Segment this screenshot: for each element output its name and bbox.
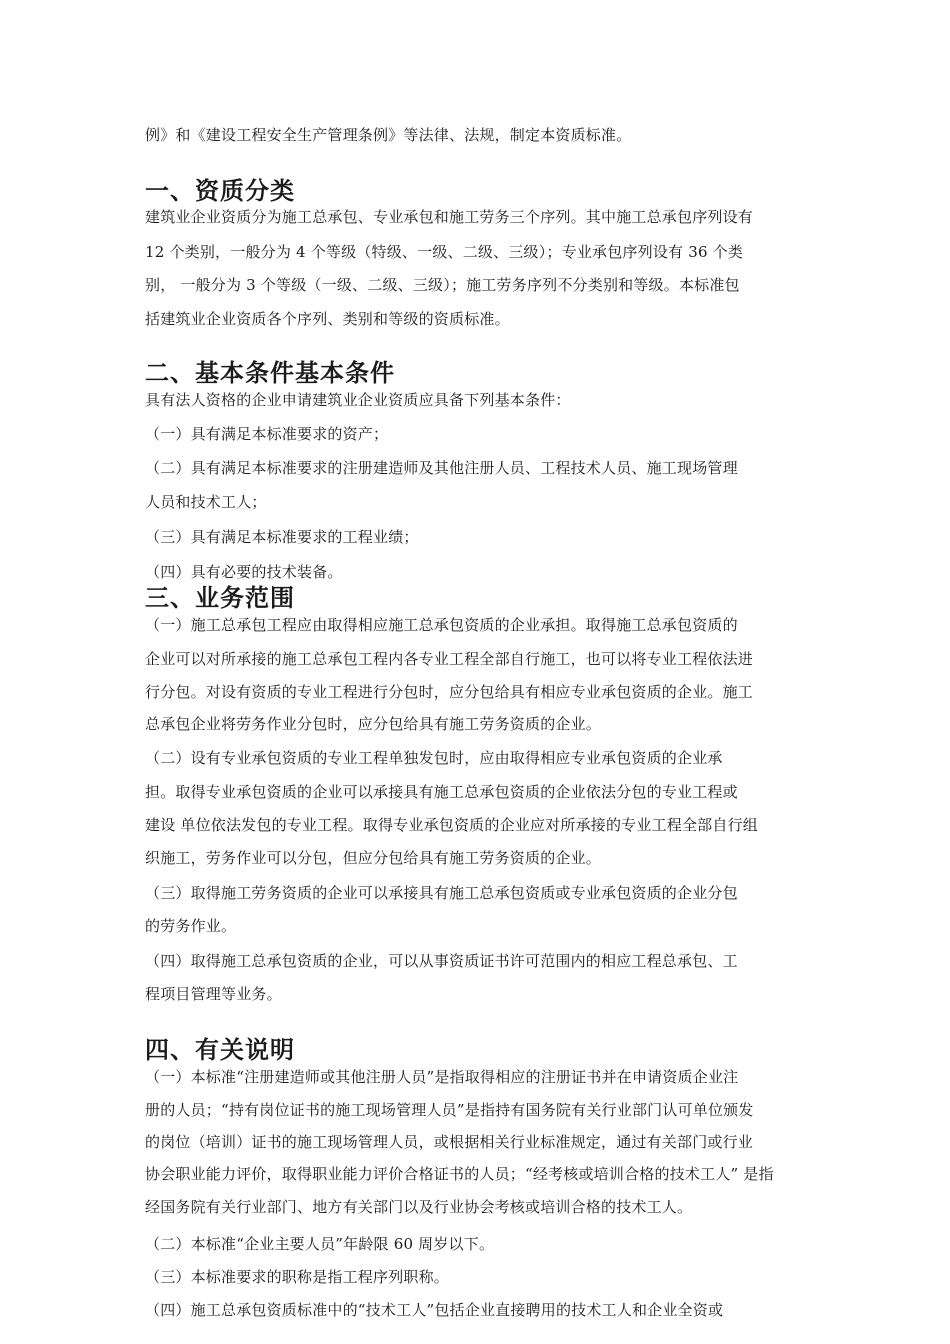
section-heading-business-scope: 三、业务范围 — [145, 584, 295, 612]
paragraph-line: 经国务院有关行业部门、地方有关部门以及行业协会考核或培训合格的技术工人。 — [145, 1198, 693, 1216]
paragraph-line: （二）本标准“企业主要人员”年龄限 60 周岁以下。 — [145, 1235, 495, 1253]
intro-line: 例》和《建设工程安全生产管理条例》等法律、法规，制定本资质标准。 — [145, 126, 632, 144]
paragraph-line: （一）本标准“注册建造师或其他注册人员”是指取得相应的注册证书并在申请资质企业注 — [145, 1068, 739, 1086]
paragraph-line: 的岗位（培训）证书的施工现场管理人员，或根据相关行业标准规定，通过有关部门或行业 — [145, 1133, 754, 1151]
paragraph-line: 织施工，劳务作业可以分包，但应分包给具有施工劳务资质的企业。 — [145, 849, 602, 867]
paragraph-line: 建设 单位依法发包的专业工程。取得专业承包资质的企业应对所承接的专业工程全部自行组 — [145, 816, 758, 834]
paragraph-line: （四）具有必要的技术装备。 — [145, 563, 343, 581]
paragraph-line: 册的人员；“持有岗位证书的施工现场管理人员”是指持有国务院有关行业部门认可单位颁发 — [145, 1101, 754, 1119]
paragraph-line: （三）具有满足本标准要求的工程业绩； — [145, 528, 419, 546]
paragraph-line: 程项目管理等业务。 — [145, 985, 282, 1003]
paragraph-line: 建筑业企业资质分为施工总承包、专业承包和施工劳务三个序列。其中施工总承包序列设有 — [145, 208, 754, 226]
paragraph-line: 行分包。对设有资质的专业工程进行分包时，应分包给具有相应专业承包资质的企业。施工 — [145, 683, 754, 701]
paragraph-line: 12 个类别，一般分为 4 个等级（特级、一级、二级、三级）；专业承包序列设有 36 个类 — [145, 243, 744, 261]
paragraph-line: 总承包企业将劳务作业分包时，应分包给具有施工劳务资质的企业。 — [145, 715, 602, 733]
paragraph-line: 企业可以对所承接的施工总承包工程内各专业工程全部自行施工，也可以将专业工程依法进 — [145, 650, 754, 668]
paragraph-line: （二）设有专业承包资质的专业工程单独发包时，应由取得相应专业承包资质的企业承 — [145, 749, 723, 767]
paragraph-line: （一）施工总承包工程应由取得相应施工总承包资质的企业承担。取得施工总承包资质的 — [145, 616, 738, 634]
paragraph-line: 的劳务作业。 — [145, 917, 237, 935]
paragraph-line: 具有法人资格的企业申请建筑业企业资质应具备下列基本条件： — [145, 391, 571, 409]
paragraph-line: 协会职业能力评价，取得职业能力评价合格证书的人员；“经考核或培训合格的技术工人” 是指 — [145, 1165, 774, 1183]
paragraph-line: （一）具有满足本标准要求的资产； — [145, 425, 389, 443]
paragraph-line: 括建筑业企业资质各个序列、类别和等级的资质标准。 — [145, 310, 510, 328]
paragraph-line: （四）取得施工总承包资质的企业，可以从事资质证书许可范围内的相应工程总承包、工 — [145, 952, 738, 970]
section-heading-basic-conditions: 二、基本条件基本条件 — [145, 359, 395, 387]
paragraph-line: （二）具有满足本标准要求的注册建造师及其他注册人员、工程技术人员、施工现场管理 — [145, 459, 738, 477]
paragraph-line: （三）取得施工劳务资质的企业可以承接具有施工总承包资质或专业承包资质的企业分包 — [145, 884, 738, 902]
paragraph-line: 别， 一般分为 3 个等级（一级、二级、三级）；施工劳务序列不分类别和等级。本标准包 — [145, 276, 740, 294]
section-heading-related-notes: 四、有关说明 — [145, 1036, 295, 1064]
paragraph-line: （三）本标准要求的职称是指工程序列职称。 — [145, 1268, 450, 1286]
paragraph-line: 人员和技术工人； — [145, 493, 267, 511]
section-heading-qualification-classification: 一、资质分类 — [145, 177, 295, 205]
paragraph-line: （四）施工总承包资质标准中的“技术工人”包括企业直接聘用的技术工人和企业全资或 — [145, 1301, 724, 1319]
paragraph-line: 担。取得专业承包资质的企业可以承接具有施工总承包资质的企业依法分包的专业工程或 — [145, 783, 738, 801]
